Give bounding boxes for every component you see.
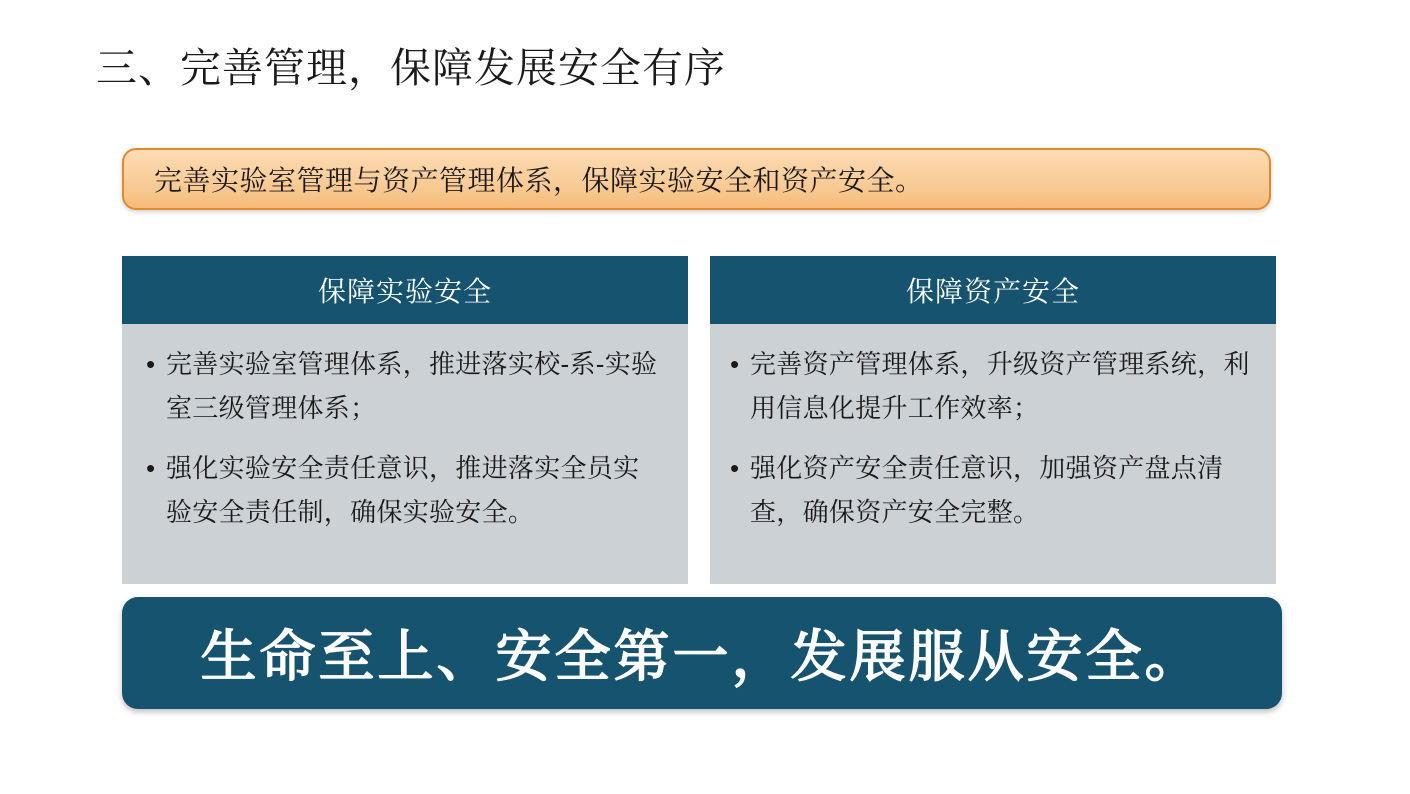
- footer-slogan-text: 生命至上、安全第一，发展服从安全。: [200, 625, 1204, 688]
- column-asset-safety-body: [710, 324, 1276, 584]
- page-title: 三、完善管理，保障发展安全有序: [96, 45, 726, 91]
- list-item: [146, 342, 664, 430]
- list-item: [730, 446, 1252, 534]
- list-item: [146, 446, 664, 534]
- bullet-icon: •: [146, 453, 156, 483]
- summary-banner: [122, 148, 1271, 210]
- bullet-icon: •: [146, 349, 156, 379]
- column-lab-safety-body: [122, 324, 688, 584]
- list-item-text: 强化实验安全责任意识，推进落实全员实验安全责任制，确保实验安全。: [166, 453, 640, 527]
- bullet-icon: •: [730, 453, 740, 483]
- list-item: [730, 342, 1252, 430]
- footer-slogan-banner: [122, 597, 1282, 709]
- bullet-icon: •: [730, 349, 740, 379]
- list-item-text: 完善资产管理体系，升级资产管理系统，利用信息化提升工作效率；: [750, 349, 1250, 423]
- column-lab-safety: [122, 256, 688, 584]
- summary-banner-text: 完善实验室管理与资产管理体系，保障实验安全和资产安全。: [154, 165, 924, 196]
- list-item-text: 完善实验室管理体系，推进落实校-系-实验室三级管理体系；: [166, 349, 658, 423]
- column-asset-safety-header: 保障资产安全: [710, 256, 1276, 324]
- list-item-text: 强化资产安全责任意识，加强资产盘点清查，确保资产安全完整。: [750, 453, 1224, 527]
- column-lab-safety-header: 保障实验安全: [122, 256, 688, 324]
- column-asset-safety: [710, 256, 1276, 584]
